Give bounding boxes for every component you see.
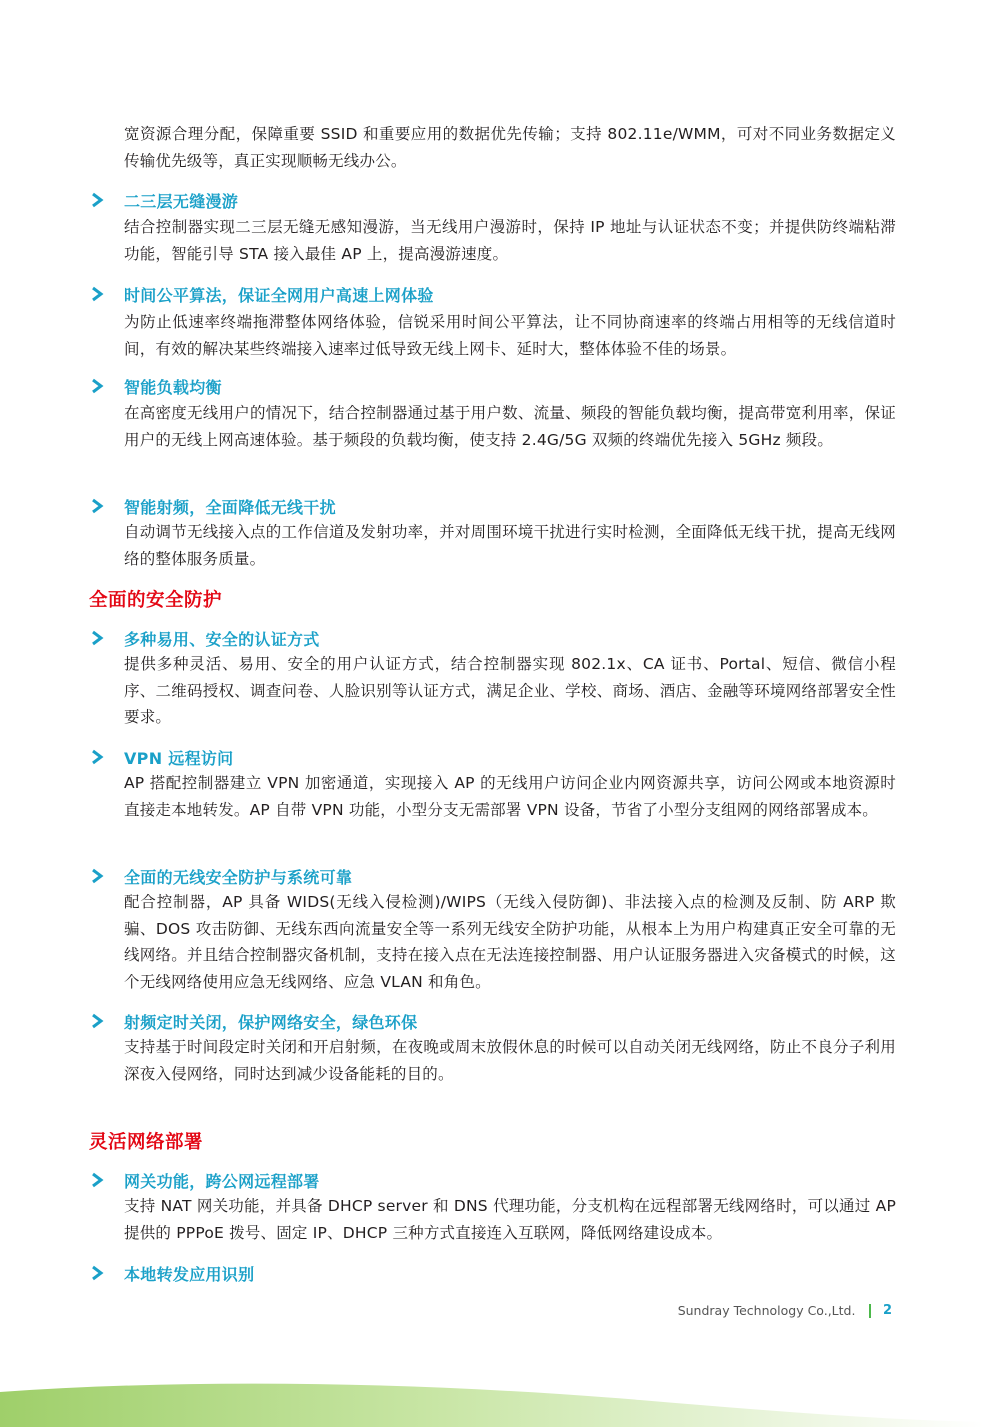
bullet-body: 为防止低速率终端拖滞整体网络体验，信锐采用时间公平算法，让不同协商速率的终端占用相等的无线信道时间，有效的解决某些终端接入速率过低导致无线上网卡、延时大，整体体验不佳的场景。 [124,313,896,358]
intro-paragraph: 宽资源合理分配，保障重要 SSID 和重要应用的数据优先传输；支持 802.11e/WMM，可对不同业务数据定义传输优先级等，真正实现顺畅无线办公。 [124,125,896,170]
bullet-item [88,494,336,518]
chevron-right-icon [88,747,106,767]
bullet-body: 支持 NAT 网关功能，并具备 DHCP server 和 DNS 代理功能，分支机构在远程部署无线网络时，可以通过 AP 提供的 PPPoE 拨号、固定 IP、DHCP 三种方式直接连入互联网，降低网络建设成本。 [124,1197,896,1242]
bullet-title: 二三层无缝漫游 [124,191,239,211]
section-heading: 全面的安全防护 [89,590,223,611]
bullet-title: 射频定时关闭，保护网络安全，绿色环保 [124,1012,418,1032]
bullet-title: 智能负载均衡 [124,377,222,397]
footer-divider [869,1304,871,1318]
bullet-body: 自动调节无线接入点的工作信道及发射功率，并对周围环境干扰进行实时检测，全面降低无线干扰，提高无线网络的整体服务质量。 [124,523,896,568]
bullet-item [88,864,352,888]
bullet-item [88,1261,254,1285]
bullet-body: 提供多种灵活、易用、安全的用户认证方式，结合控制器实现 802.1x、CA 证书、Portal、短信、微信小程序、二维码授权、调查问卷、人脸识别等认证方式，满足企业、学校、商场、酒店、金融等环境网络部署安全性要求。 [124,655,896,726]
page-footer [678,1303,892,1318]
page-number: 2 [882,1303,892,1318]
bullet-item [88,188,238,212]
bullet-body: 在高密度无线用户的情况下，结合控制器通过基于用户数、流量、频段的智能负载均衡，提高带宽利用率，保证用户的无线上网高速体验。基于频段的负载均衡，使支持 2.4G/5G 双频的终端优先接入 5GHz 频段。 [124,404,896,449]
bullet-item [88,374,222,398]
bullet-title: 时间公平算法，保证全网用户高速上网体验 [124,285,434,305]
bullet-body: 配合控制器，AP 具备 WIDS(无线入侵检测)/WIPS（无线入侵防御)、非法接入点的检测及反制、防 ARP 欺骗、DOS 攻击防御、无线东西向流量安全等一系列无线安全防护功能，从根本上为用户构建真正安全可靠的无线网络。并且结合控制器灾备机制，支持在接入点在无法连接控制器、用户认证服务器进入灾备模式的时候，这个无线网络使用应急无线网络、应急 VLAN 和角色。 [124,893,896,991]
bullet-body: 支持基于时间段定时关闭和开启射频，在夜晚或周末放假休息的时候可以自动关闭无线网络，防止不良分子利用深夜入侵网络，同时达到减少设备能耗的目的。 [124,1038,896,1083]
bullet-item [88,1168,320,1192]
bullet-title: VPN 远程访问 [124,748,234,768]
bullet-item [88,745,233,769]
chevron-right-icon [88,284,106,304]
bullet-title: 全面的无线安全防护与系统可靠 [124,867,353,887]
bullet-body: 结合控制器实现二三层无缝无感知漫游，当无线用户漫游时，保持 IP 地址与认证状态不变；并提供防终端粘滞功能，智能引导 STA 接入最佳 AP 上，提高漫游速度。 [124,218,896,263]
bullet-title: 智能射频，全面降低无线干扰 [124,497,336,517]
chevron-right-icon [88,866,106,886]
bullet-item [88,626,320,650]
chevron-right-icon [88,628,106,648]
bullet-title: 网关功能，跨公网远程部署 [124,1171,320,1191]
section-heading: 灵活网络部署 [89,1132,204,1153]
bullet-item [88,1009,417,1033]
bullet-title: 多种易用、安全的认证方式 [124,629,320,649]
chevron-right-icon [88,1170,106,1190]
footer-company: Sundray Technology Co.,Ltd. [677,1303,856,1318]
decorative-wave [0,1370,984,1427]
bullet-item [88,282,434,306]
bullet-title: 本地转发应用识别 [124,1264,255,1284]
chevron-right-icon [88,376,106,396]
chevron-right-icon [88,1011,106,1031]
bullet-body: AP 搭配控制器建立 VPN 加密通道，实现接入 AP 的无线用户访问企业内网资源共享，访问公网或本地资源时直接走本地转发。AP 自带 VPN 功能，小型分支无需部署 VPN 设备，节省了小型分支组网的网络部署成本。 [124,774,896,819]
chevron-right-icon [88,1263,106,1283]
chevron-right-icon [88,190,106,210]
chevron-right-icon [88,496,106,516]
